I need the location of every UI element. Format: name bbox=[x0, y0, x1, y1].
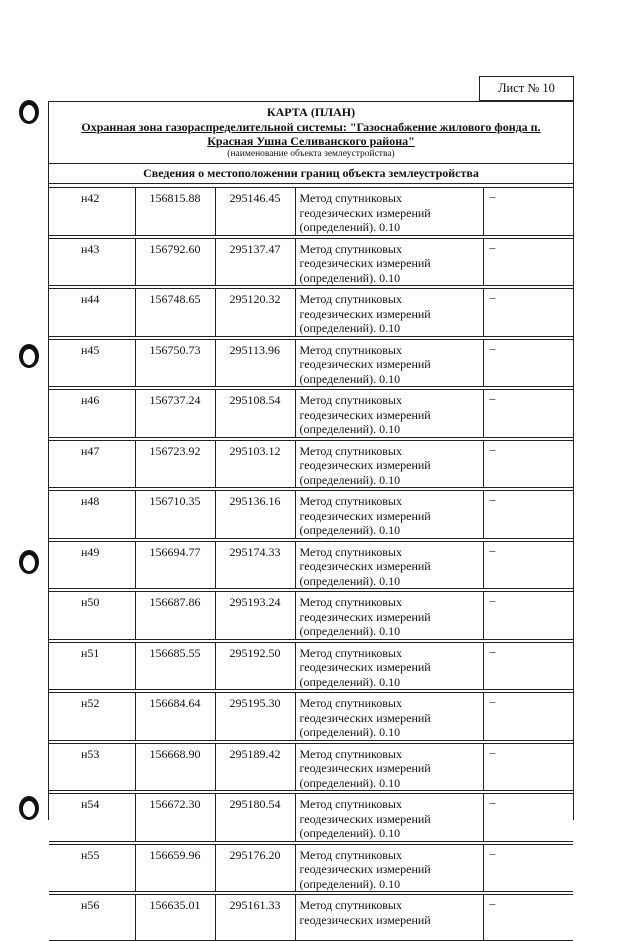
punch-hole-mark bbox=[18, 98, 40, 114]
boundary-points-table bbox=[49, 188, 573, 941]
point-name-cell: н48 bbox=[49, 491, 135, 539]
method-line: (определений). 0.10 bbox=[299, 624, 401, 638]
y-coordinate-cell: 295120.32 bbox=[215, 289, 295, 337]
x-coordinate-cell: 156685.55 bbox=[135, 642, 215, 690]
point-name-cell: н51 bbox=[49, 642, 135, 690]
method-line: геодезических измерений bbox=[299, 559, 431, 573]
y-coordinate-cell: 295193.24 bbox=[215, 592, 295, 640]
method-line: Метод спутниковых bbox=[299, 645, 402, 660]
x-coordinate-cell: 156694.77 bbox=[135, 541, 215, 589]
method-line: Метод спутниковых bbox=[299, 292, 402, 306]
method-line: (определений). 0.10 bbox=[299, 523, 401, 537]
note-cell: – bbox=[483, 743, 573, 791]
y-coordinate-cell: 295176.20 bbox=[215, 844, 295, 892]
y-coordinate-cell: 295137.47 bbox=[215, 238, 295, 286]
table-row bbox=[49, 339, 573, 387]
map-plan-frame bbox=[48, 101, 574, 927]
method-cell bbox=[295, 642, 483, 690]
method-cell bbox=[295, 844, 483, 892]
punch-hole-mark bbox=[18, 342, 40, 358]
method-line: геодезических измерений bbox=[299, 458, 431, 472]
table-row bbox=[49, 440, 573, 488]
method-cell bbox=[295, 339, 483, 387]
note-cell: – bbox=[483, 794, 573, 842]
method-line: Метод спутниковых bbox=[299, 797, 402, 811]
point-name-cell: н56 bbox=[49, 895, 135, 941]
method-line: (определений). 0.10 bbox=[299, 220, 401, 234]
method-line: (определений). 0.10 bbox=[299, 674, 401, 689]
x-coordinate-cell: 156659.96 bbox=[135, 844, 215, 892]
point-name-cell: н49 bbox=[49, 541, 135, 589]
note-cell: – bbox=[483, 592, 573, 640]
method-cell bbox=[295, 743, 483, 791]
x-coordinate-cell: 156792.60 bbox=[135, 238, 215, 286]
x-coordinate-cell: 156723.92 bbox=[135, 440, 215, 488]
x-coordinate-cell: 156748.65 bbox=[135, 289, 215, 337]
y-coordinate-cell: 295108.54 bbox=[215, 390, 295, 438]
y-coordinate-cell: 295195.30 bbox=[215, 693, 295, 741]
y-coordinate-cell: 295189.42 bbox=[215, 743, 295, 791]
point-name-cell: н54 bbox=[49, 794, 135, 842]
point-name-cell: н55 bbox=[49, 844, 135, 892]
method-line: геодезических измерений bbox=[299, 660, 431, 674]
table-row bbox=[49, 541, 573, 589]
y-coordinate-cell: 295192.50 bbox=[215, 642, 295, 690]
y-coordinate-cell: 295103.12 bbox=[215, 440, 295, 488]
x-coordinate-cell: 156687.86 bbox=[135, 592, 215, 640]
x-coordinate-cell: 156672.30 bbox=[135, 794, 215, 842]
point-name-cell: н52 bbox=[49, 693, 135, 741]
punch-hole-mark bbox=[18, 548, 40, 564]
method-line: (определений). 0.10 bbox=[299, 775, 401, 790]
table-body bbox=[49, 188, 573, 941]
note-cell: – bbox=[483, 188, 573, 235]
point-name-cell: н44 bbox=[49, 289, 135, 337]
table-row bbox=[49, 743, 573, 791]
method-line: (определений). 0.10 bbox=[299, 371, 401, 386]
method-line: (определений). 0.10 bbox=[299, 826, 401, 840]
y-coordinate-cell: 295161.33 bbox=[215, 895, 295, 941]
method-line: геодезических измерений bbox=[299, 912, 431, 927]
method-line: (определений). 0.10 bbox=[299, 472, 401, 487]
method-cell bbox=[295, 693, 483, 741]
method-line: геодезических измерений bbox=[299, 357, 431, 371]
note-cell: – bbox=[483, 440, 573, 488]
method-cell bbox=[295, 390, 483, 438]
method-line: (определений). 0.10 bbox=[299, 422, 401, 436]
method-line: геодезических измерений bbox=[299, 508, 431, 523]
method-line: геодезических измерений bbox=[299, 761, 431, 775]
point-name-cell: н53 bbox=[49, 743, 135, 791]
method-line: (определений). 0.10 bbox=[299, 876, 401, 891]
method-cell bbox=[295, 188, 483, 235]
y-coordinate-cell: 295113.96 bbox=[215, 339, 295, 387]
object-name-line-1: Охранная зона газораспределительной системы: "Газоснабжение жилового фонда п. bbox=[81, 120, 541, 134]
table-row bbox=[49, 844, 573, 892]
note-cell: – bbox=[483, 491, 573, 539]
note-cell: – bbox=[483, 844, 573, 892]
method-line: геодезических измерений bbox=[299, 862, 431, 876]
object-name-caption: (наименование объекта землеустройства) bbox=[227, 149, 395, 159]
method-line: Метод спутниковых bbox=[299, 696, 402, 710]
note-cell: – bbox=[483, 238, 573, 286]
method-line: Метод спутниковых bbox=[299, 393, 402, 407]
x-coordinate-cell: 156668.90 bbox=[135, 743, 215, 791]
method-line: (определений). 0.10 bbox=[299, 573, 401, 588]
table-row bbox=[49, 592, 573, 640]
method-line: Метод спутниковых bbox=[299, 544, 402, 559]
method-line: Метод спутниковых bbox=[299, 898, 402, 912]
method-line: Метод спутниковых bbox=[299, 191, 402, 205]
x-coordinate-cell: 156635.01 bbox=[135, 895, 215, 941]
y-coordinate-cell: 295136.16 bbox=[215, 491, 295, 539]
document-header bbox=[49, 102, 573, 164]
y-coordinate-cell: 295146.45 bbox=[215, 188, 295, 235]
note-cell: – bbox=[483, 339, 573, 387]
method-cell bbox=[295, 794, 483, 842]
method-cell bbox=[295, 541, 483, 589]
note-cell: – bbox=[483, 390, 573, 438]
table-row bbox=[49, 238, 573, 286]
method-line: Метод спутниковых bbox=[299, 443, 402, 458]
table-row bbox=[49, 642, 573, 690]
method-line: Метод спутниковых bbox=[299, 746, 402, 761]
table-row bbox=[49, 289, 573, 337]
point-name-cell: н50 bbox=[49, 592, 135, 640]
x-coordinate-cell: 156737.24 bbox=[135, 390, 215, 438]
point-name-cell: н46 bbox=[49, 390, 135, 438]
x-coordinate-cell: 156750.73 bbox=[135, 339, 215, 387]
method-line: (определений). 0.10 bbox=[299, 725, 401, 739]
method-line: Метод спутниковых bbox=[299, 595, 402, 609]
note-cell: – bbox=[483, 541, 573, 589]
method-line: Метод спутниковых bbox=[299, 494, 402, 508]
method-line: (определений). 0.10 bbox=[299, 321, 401, 335]
document-title: КАРТА (ПЛАН) bbox=[266, 105, 356, 119]
method-cell bbox=[295, 491, 483, 539]
method-line: геодезических измерений bbox=[299, 306, 431, 321]
point-name-cell: н45 bbox=[49, 339, 135, 387]
x-coordinate-cell: 156710.35 bbox=[135, 491, 215, 539]
note-cell: – bbox=[483, 289, 573, 337]
method-line: геодезических измерений bbox=[299, 811, 431, 826]
method-cell bbox=[295, 289, 483, 337]
method-cell bbox=[295, 440, 483, 488]
section-title: Сведения о местоположении границ объекта землеустройства bbox=[49, 164, 573, 184]
sheet-number: Лист № 10 bbox=[479, 76, 574, 101]
x-coordinate-cell: 156684.64 bbox=[135, 693, 215, 741]
method-cell bbox=[295, 895, 483, 941]
table-row bbox=[49, 693, 573, 741]
x-coordinate-cell: 156815.88 bbox=[135, 188, 215, 235]
table-row bbox=[49, 895, 573, 941]
y-coordinate-cell: 295174.33 bbox=[215, 541, 295, 589]
point-name-cell: н42 bbox=[49, 188, 135, 235]
y-coordinate-cell: 295180.54 bbox=[215, 794, 295, 842]
table-row bbox=[49, 390, 573, 438]
point-name-cell: н47 bbox=[49, 440, 135, 488]
method-line: геодезических измерений bbox=[299, 710, 431, 725]
method-line: геодезических измерений bbox=[299, 256, 431, 270]
table-row bbox=[49, 188, 573, 235]
note-cell: – bbox=[483, 642, 573, 690]
method-cell bbox=[295, 238, 483, 286]
method-line: геодезических измерений bbox=[299, 407, 431, 422]
method-cell bbox=[295, 592, 483, 640]
method-line: Метод спутниковых bbox=[299, 847, 402, 862]
point-name-cell: н43 bbox=[49, 238, 135, 286]
table-row bbox=[49, 794, 573, 842]
method-line: геодезических измерений bbox=[299, 609, 431, 624]
method-line: Метод спутниковых bbox=[299, 342, 402, 357]
note-cell: – bbox=[483, 895, 573, 941]
note-cell: – bbox=[483, 693, 573, 741]
method-line: Метод спутниковых bbox=[299, 241, 402, 256]
object-name-line-2: Красная Ушна Селиванского района" bbox=[207, 134, 415, 148]
method-line: геодезических измерений bbox=[299, 205, 431, 220]
method-line: (определений). 0.10 bbox=[299, 270, 401, 285]
table-row bbox=[49, 491, 573, 539]
punch-hole-mark bbox=[18, 794, 40, 810]
